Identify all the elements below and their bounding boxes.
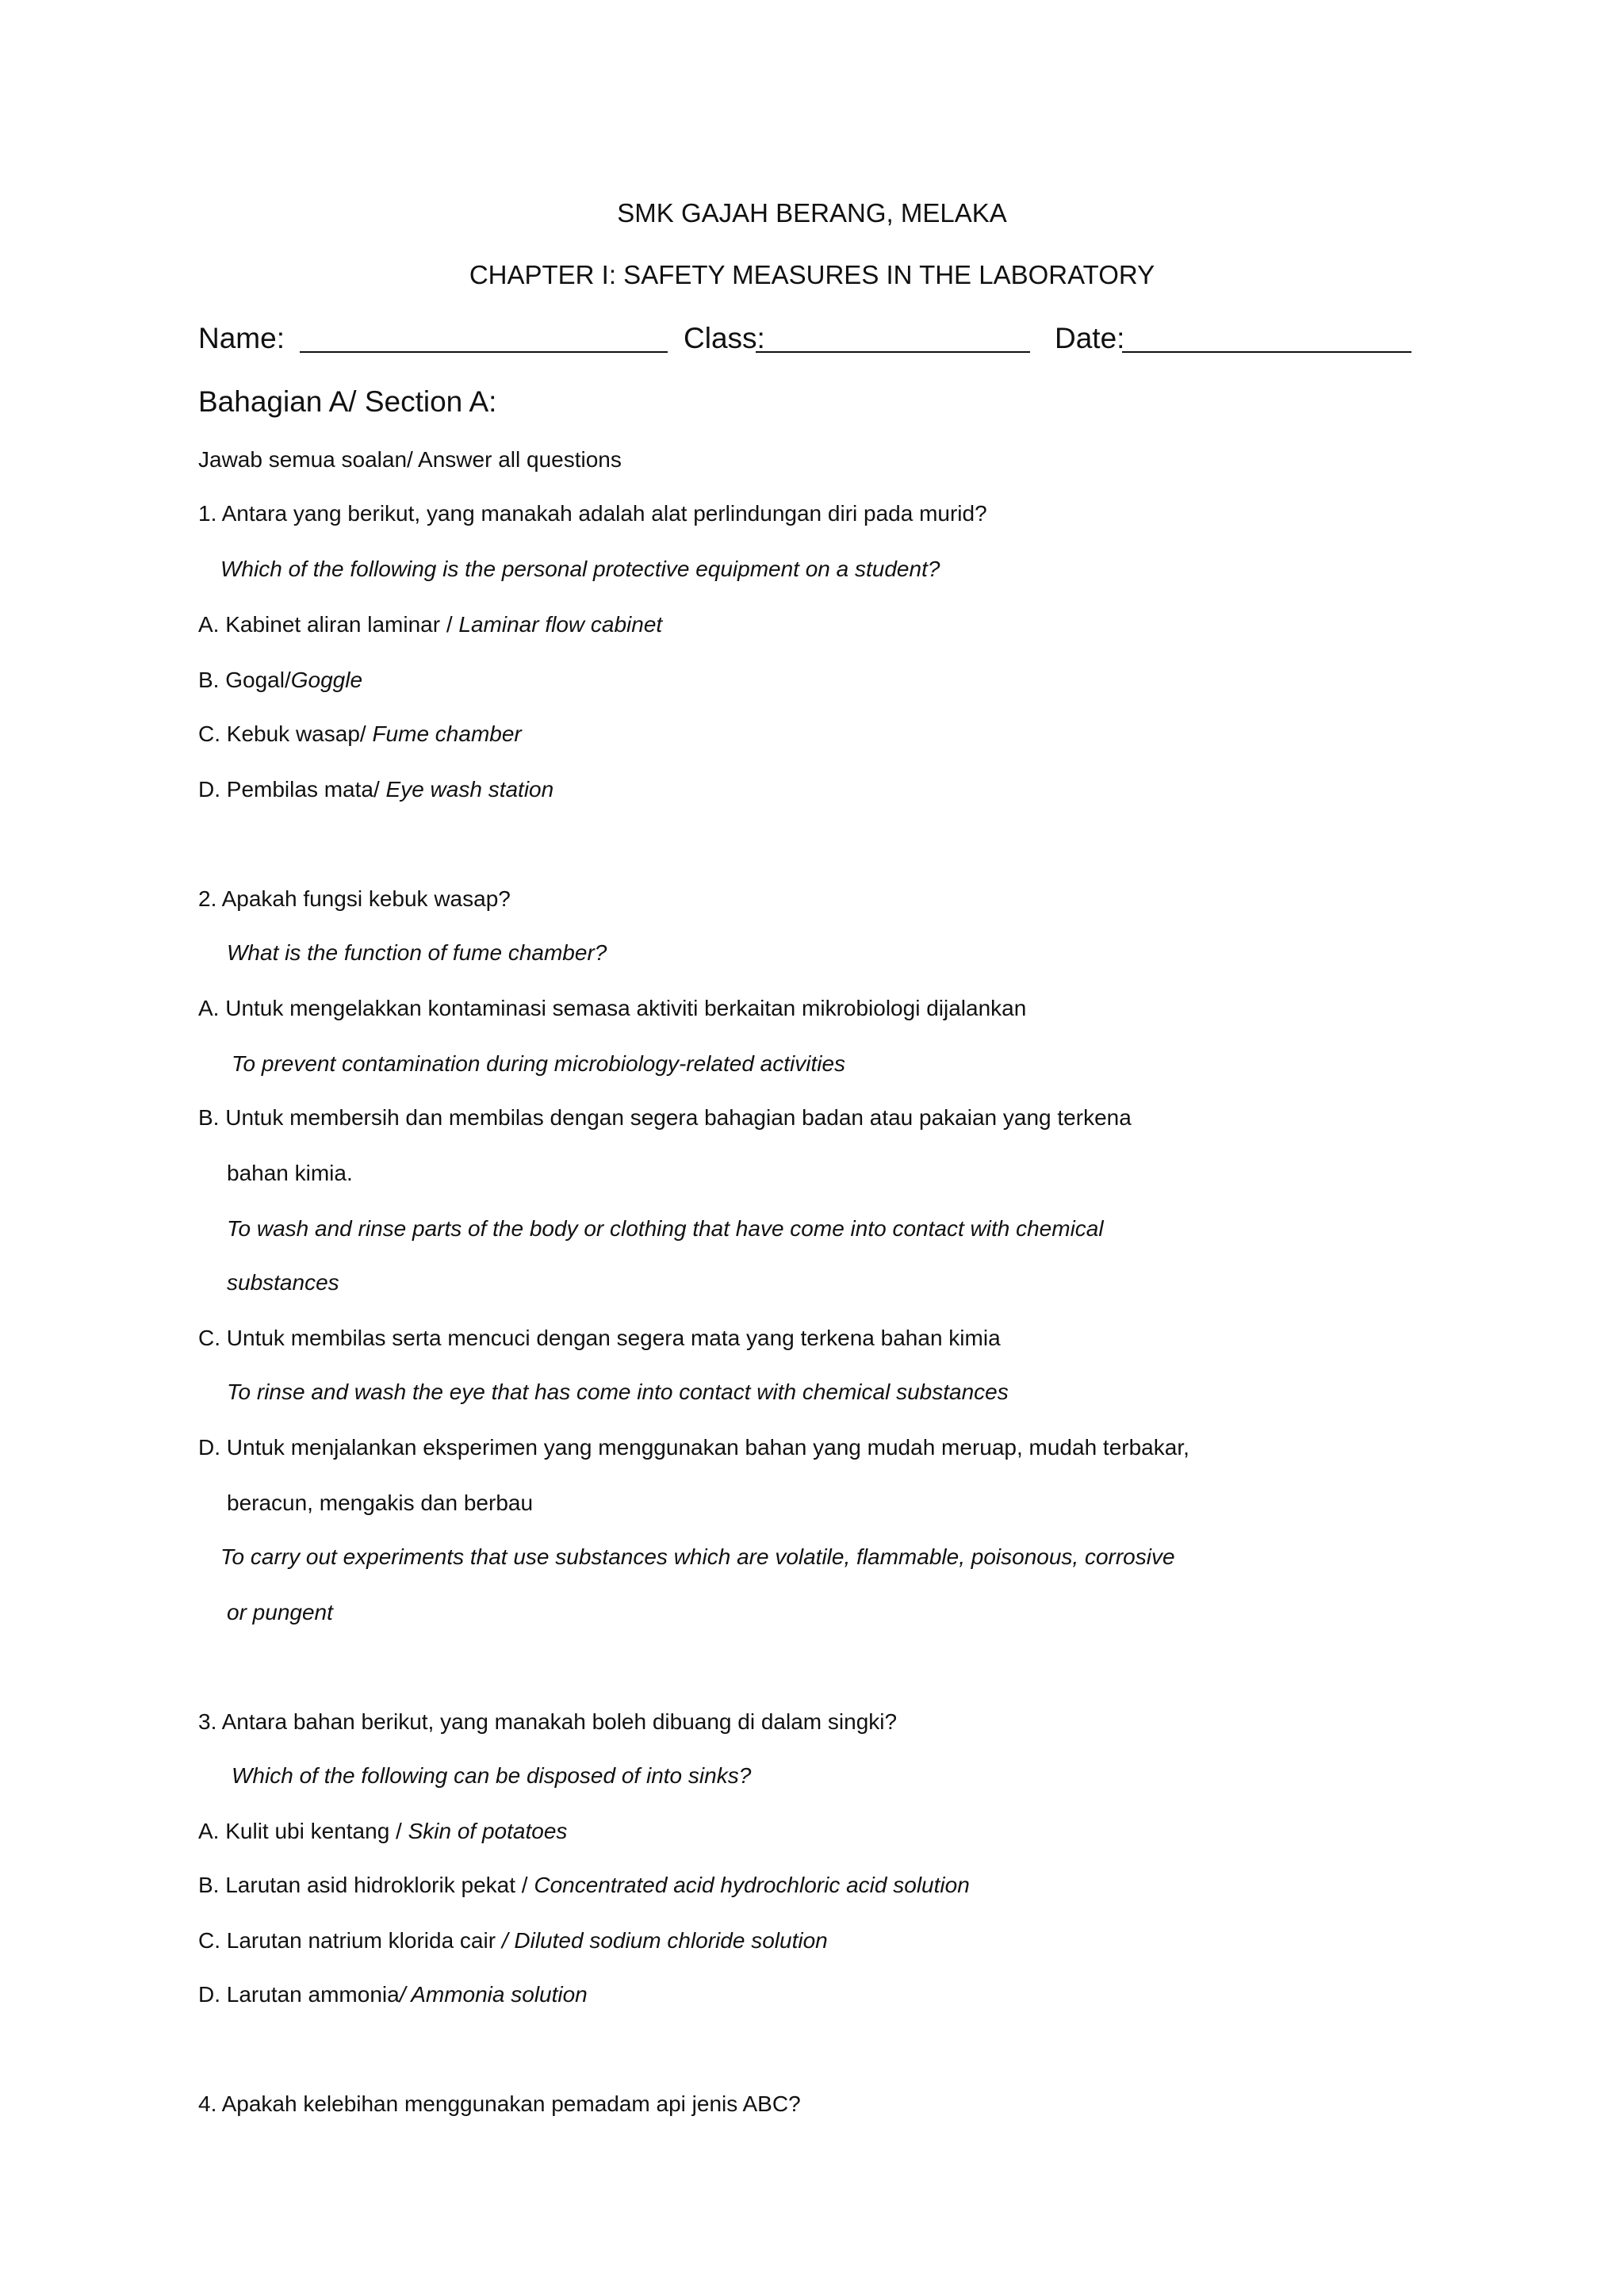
q3-option-d: D. Larutan ammonia/ Ammonia solution xyxy=(198,1982,588,2007)
q2-text-ms: 2. Apakah fungsi kebuk wasap? xyxy=(198,886,511,911)
school-title: SMK GAJAH BERANG, MELAKA xyxy=(617,198,1007,228)
q2-option-b-ms-2: bahan kimia. xyxy=(227,1161,353,1185)
name-label: Name: xyxy=(198,322,285,354)
q3-text-en: Which of the following can be disposed of into sinks? xyxy=(232,1763,752,1788)
q2-option-b-en-2: substances xyxy=(227,1270,339,1295)
q2-option-b-en-1: To wash and rinse parts of the body or clothing that have come into contact with chemical xyxy=(227,1216,1104,1241)
q3-option-a: A. Kulit ubi kentang / Skin of potatoes xyxy=(198,1819,568,1843)
q1-option-a: A. Kabinet aliran laminar / Laminar flow cabinet xyxy=(198,612,663,637)
section-title: Bahagian A/ Section A: xyxy=(198,385,497,418)
q2-option-d-en-1: To carry out experiments that use substances which are volatile, flammable, poisonous, corrosive xyxy=(220,1544,1175,1569)
q1-option-d: D. Pembilas mata/ Eye wash station xyxy=(198,777,554,802)
q2-option-d-ms-2: beracun, mengakis dan berbau xyxy=(227,1490,534,1515)
q1-option-b: B. Gogal/Goggle xyxy=(198,668,363,692)
q2-option-d-ms-1: D. Untuk menjalankan eksperimen yang menggunakan bahan yang mudah meruap, mudah terbakar, xyxy=(198,1435,1189,1460)
date-blank[interactable] xyxy=(1122,351,1411,353)
q3-option-c: C. Larutan natrium klorida cair / Diluted sodium chloride solution xyxy=(198,1928,828,1953)
q2-option-a-en: To prevent contamination during microbiology-related activities xyxy=(232,1051,846,1076)
q2-option-c-en: To rinse and wash the eye that has come into contact with chemical substances xyxy=(227,1380,1009,1404)
date-label: Date: xyxy=(1055,322,1125,354)
q2-option-b-ms-1: B. Untuk membersih dan membilas dengan segera bahagian badan atau pakaian yang terkena xyxy=(198,1105,1132,1130)
q2-text-en: What is the function of fume chamber? xyxy=(227,940,607,965)
class-label: Class: xyxy=(684,322,765,354)
q1-option-c: C. Kebuk wasap/ Fume chamber xyxy=(198,721,522,746)
name-blank[interactable] xyxy=(300,351,668,353)
q2-option-c-ms: C. Untuk membilas serta mencuci dengan segera mata yang terkena bahan kimia xyxy=(198,1326,1001,1350)
q4-text-ms: 4. Apakah kelebihan menggunakan pemadam api jenis ABC? xyxy=(198,2091,801,2116)
q3-text-ms: 3. Antara bahan berikut, yang manakah boleh dibuang di dalam singki? xyxy=(198,1709,898,1734)
q3-option-b: B. Larutan asid hidroklorik pekat / Concentrated acid hydrochloric acid solution xyxy=(198,1873,970,1897)
chapter-title: CHAPTER I: SAFETY MEASURES IN THE LABORATORY xyxy=(469,260,1155,289)
q1-text-en: Which of the following is the personal protective equipment on a student? xyxy=(220,557,940,581)
class-blank[interactable] xyxy=(756,351,1030,353)
q2-option-d-en-2: or pungent xyxy=(227,1600,333,1624)
q1-text-ms: 1. Antara yang berikut, yang manakah adalah alat perlindungan diri pada murid? xyxy=(198,501,987,526)
q2-option-a-ms: A. Untuk mengelakkan kontaminasi semasa aktiviti berkaitan mikrobiologi dijalankan xyxy=(198,996,1027,1020)
instruction: Jawab semua soalan/ Answer all questions xyxy=(198,447,622,472)
